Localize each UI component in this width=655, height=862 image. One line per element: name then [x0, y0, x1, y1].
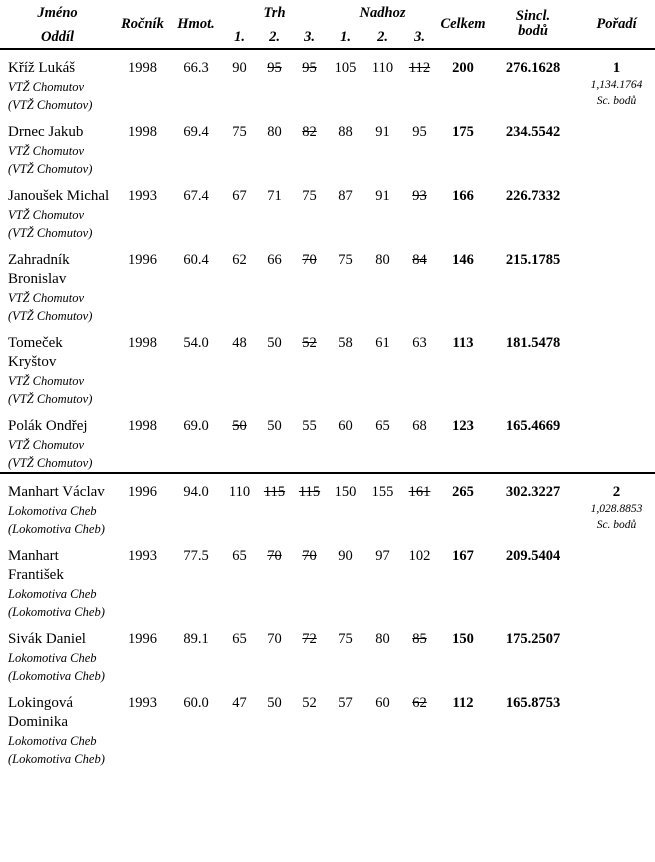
- body-weight: [170, 49, 222, 114]
- athlete-club-parent: (VTŽ Chomutov): [8, 226, 93, 240]
- athlete-cell: [0, 242, 115, 325]
- athlete-club: VTŽ Chomutov: [8, 291, 85, 305]
- birth-year: [115, 621, 170, 685]
- sinclair-points-value: 226.7332: [505, 188, 561, 204]
- team-rank: 2: [612, 484, 621, 500]
- snatch-attempt-2: [257, 49, 292, 114]
- cj-attempt-1: [327, 49, 364, 114]
- sinclair-points-value: 175.2507: [505, 631, 561, 647]
- sinclair-points-value: 302.3227: [505, 484, 561, 500]
- cj-attempt-2: [364, 538, 401, 621]
- header-name: Jméno: [37, 4, 78, 21]
- birth-year: [115, 242, 170, 325]
- sinclair-points-value: 181.5478: [505, 335, 561, 351]
- sinclair-points: [488, 325, 578, 408]
- cj-attempt-1-value: 150: [334, 484, 357, 500]
- cj-attempt-1: [327, 685, 364, 768]
- cj-attempt-2-value: 80: [375, 631, 390, 647]
- snatch-attempt-3: [292, 178, 327, 242]
- total: [438, 178, 488, 242]
- cj-attempt-3-value: 68: [412, 418, 427, 434]
- body-weight-value: 66.3: [183, 60, 209, 76]
- snatch-attempt-1: [222, 114, 257, 178]
- snatch-attempt-2: [257, 114, 292, 178]
- cj-attempt-1-value: 88: [338, 124, 353, 140]
- total-value: 175: [452, 124, 474, 140]
- table-row: [0, 325, 655, 408]
- snatch-attempt-2: [257, 408, 292, 473]
- team-rank-cell: [578, 473, 655, 768]
- body-weight-value: 54.0: [183, 335, 209, 351]
- cj-attempt-3-value: 93: [412, 188, 427, 204]
- snatch-attempt-2-value: 95: [267, 60, 282, 76]
- header-club: Oddíl: [40, 28, 75, 45]
- total: [438, 685, 488, 768]
- cj-attempt-1: [327, 473, 364, 538]
- cj-attempt-2: [364, 325, 401, 408]
- athlete-club: Lokomotiva Cheb: [8, 651, 97, 665]
- snatch-attempt-2-value: 66: [267, 252, 282, 268]
- cj-attempt-2-value: 91: [375, 188, 390, 204]
- athlete-cell: [0, 621, 115, 685]
- body-weight: [170, 325, 222, 408]
- cj-attempt-1-value: 75: [338, 631, 353, 647]
- cj-attempt-2-value: 80: [375, 252, 390, 268]
- athlete-cell: [0, 114, 115, 178]
- table-row: [0, 49, 655, 114]
- sinclair-points: [488, 178, 578, 242]
- cj-attempt-1-value: 75: [338, 252, 353, 268]
- snatch-attempt-3-value: 52: [302, 695, 317, 711]
- cj-attempt-2: [364, 114, 401, 178]
- total-value: 113: [452, 335, 474, 351]
- body-weight: [170, 242, 222, 325]
- total-value: 150: [452, 631, 474, 647]
- birth-year: [115, 685, 170, 768]
- header-clean-jerk: Nadhoz: [359, 4, 406, 21]
- cj-attempt-1-value: 60: [338, 418, 353, 434]
- total: [438, 408, 488, 473]
- cj-attempt-2-value: 60: [375, 695, 390, 711]
- body-weight: [170, 114, 222, 178]
- cj-attempt-2: [364, 685, 401, 768]
- body-weight-value: 60.0: [183, 695, 209, 711]
- athlete-cell: [0, 473, 115, 538]
- cj-attempt-1: [327, 242, 364, 325]
- snatch-attempt-3-value: 75: [302, 188, 317, 204]
- body-weight-value: 60.4: [183, 252, 209, 268]
- snatch-attempt-3-value: 70: [302, 252, 317, 268]
- birth-year-value: 1993: [128, 188, 157, 204]
- header-year: Ročník: [121, 15, 164, 32]
- athlete-club: VTŽ Chomutov: [8, 144, 85, 158]
- table-header: [0, 0, 655, 49]
- athlete-club: VTŽ Chomutov: [8, 208, 85, 222]
- body-weight-value: 94.0: [183, 484, 209, 500]
- cj-attempt-3-value: 102: [408, 548, 431, 564]
- table-row: [0, 685, 655, 768]
- athlete-club-parent: (Lokomotiva Cheb): [8, 522, 105, 536]
- sinclair-points: [488, 538, 578, 621]
- birth-year: [115, 473, 170, 538]
- body-weight: [170, 408, 222, 473]
- athlete-club: Lokomotiva Cheb: [8, 734, 97, 748]
- athlete-club: Lokomotiva Cheb: [8, 587, 97, 601]
- sinclair-points: [488, 49, 578, 114]
- snatch-attempt-1: [222, 538, 257, 621]
- body-weight: [170, 178, 222, 242]
- cj-attempt-3-value: 112: [408, 60, 431, 76]
- cj-attempt-2-value: 97: [375, 548, 390, 564]
- athlete-club-parent: (VTŽ Chomutov): [8, 309, 93, 323]
- athlete-cell: [0, 325, 115, 408]
- snatch-attempt-2: [257, 325, 292, 408]
- snatch-attempt-2: [257, 473, 292, 538]
- total-value: 123: [452, 418, 474, 434]
- body-weight-value: 69.4: [183, 124, 209, 140]
- total: [438, 621, 488, 685]
- snatch-attempt-1: [222, 621, 257, 685]
- header-snatch: Trh: [263, 4, 286, 21]
- snatch-attempt-3: [292, 538, 327, 621]
- athlete-cell: [0, 49, 115, 114]
- athlete-club-parent: (VTŽ Chomutov): [8, 392, 93, 406]
- body-weight-value: 77.5: [183, 548, 209, 564]
- snatch-attempt-1: [222, 408, 257, 473]
- athlete-club-parent: (VTŽ Chomutov): [8, 162, 93, 176]
- snatch-attempt-3: [292, 49, 327, 114]
- snatch-attempt-2-value: 50: [267, 335, 282, 351]
- header-weight: Hmot.: [177, 15, 215, 32]
- snatch-attempt-1-value: 62: [232, 252, 247, 268]
- header-rank: Pořadí: [596, 15, 637, 32]
- total: [438, 538, 488, 621]
- cj-attempt-2: [364, 621, 401, 685]
- cj-attempt-3-value: 62: [412, 695, 427, 711]
- team-rank-cell: [578, 49, 655, 473]
- header-snatch-2: 2.: [269, 28, 280, 45]
- cj-attempt-1-value: 58: [338, 335, 353, 351]
- athlete-name: Drnec Jakub: [8, 124, 84, 140]
- total: [438, 325, 488, 408]
- snatch-attempt-2: [257, 621, 292, 685]
- total-value: 265: [452, 484, 474, 500]
- total-value: 146: [452, 252, 474, 268]
- sinclair-points-value: 234.5542: [505, 124, 561, 140]
- birth-year-value: 1996: [128, 631, 157, 647]
- cj-attempt-2-value: 65: [375, 418, 390, 434]
- snatch-attempt-3: [292, 685, 327, 768]
- team-score-unit: Sc. bodů: [596, 95, 637, 107]
- cj-attempt-1: [327, 538, 364, 621]
- table-row: [0, 408, 655, 473]
- cj-attempt-3: [401, 685, 438, 768]
- cj-attempt-1-value: 57: [338, 695, 353, 711]
- cj-attempt-2: [364, 178, 401, 242]
- header-total: Celkem: [440, 15, 486, 32]
- snatch-attempt-2: [257, 685, 292, 768]
- athlete-name: Manhart Václav: [8, 484, 105, 500]
- cj-attempt-3: [401, 621, 438, 685]
- cj-attempt-1: [327, 325, 364, 408]
- snatch-attempt-3: [292, 473, 327, 538]
- snatch-attempt-1-value: 65: [232, 631, 247, 647]
- cj-attempt-2-value: 110: [371, 60, 394, 76]
- birth-year-value: 1998: [128, 418, 157, 434]
- body-weight: [170, 473, 222, 538]
- snatch-attempt-3: [292, 325, 327, 408]
- cj-attempt-1: [327, 408, 364, 473]
- cj-attempt-3: [401, 178, 438, 242]
- athlete-name: Manhart František: [8, 548, 64, 583]
- athlete-name: Janoušek Michal: [8, 188, 110, 204]
- cj-attempt-2: [364, 408, 401, 473]
- athlete-name: Tomeček Kryštov: [8, 335, 63, 370]
- snatch-attempt-3-value: 72: [302, 631, 317, 647]
- birth-year-value: 1993: [128, 548, 157, 564]
- athlete-club-parent: (VTŽ Chomutov): [8, 98, 93, 112]
- cj-attempt-2-value: 155: [371, 484, 394, 500]
- snatch-attempt-1-value: 65: [232, 548, 247, 564]
- sinclair-points: [488, 408, 578, 473]
- athlete-name: Kříž Lukáš: [8, 60, 76, 76]
- header-cj-2: 2.: [377, 28, 388, 45]
- athlete-cell: [0, 685, 115, 768]
- cj-attempt-2-value: 61: [375, 335, 390, 351]
- athlete-club: VTŽ Chomutov: [8, 374, 85, 388]
- total-value: 167: [452, 548, 474, 564]
- cj-attempt-3-value: 63: [412, 335, 427, 351]
- header-cj-1: 1.: [340, 28, 351, 45]
- athlete-club: Lokomotiva Cheb: [8, 504, 97, 518]
- birth-year-value: 1996: [128, 484, 157, 500]
- birth-year: [115, 538, 170, 621]
- snatch-attempt-1-value: 90: [232, 60, 247, 76]
- cj-attempt-3-value: 85: [412, 631, 427, 647]
- body-weight: [170, 538, 222, 621]
- birth-year-value: 1998: [128, 124, 157, 140]
- athlete-club: VTŽ Chomutov: [8, 80, 85, 94]
- snatch-attempt-2-value: 70: [267, 631, 282, 647]
- total: [438, 114, 488, 178]
- athlete-club: VTŽ Chomutov: [8, 438, 85, 452]
- snatch-attempt-1: [222, 49, 257, 114]
- snatch-attempt-1-value: 75: [232, 124, 247, 140]
- athlete-club-parent: (Lokomotiva Cheb): [8, 752, 105, 766]
- cj-attempt-3: [401, 408, 438, 473]
- athlete-name: Lokingová Dominika: [8, 695, 73, 730]
- birth-year-value: 1998: [128, 60, 157, 76]
- table-row: [0, 473, 655, 538]
- snatch-attempt-1-value: 47: [232, 695, 247, 711]
- cj-attempt-1: [327, 114, 364, 178]
- snatch-attempt-2: [257, 538, 292, 621]
- snatch-attempt-1-value: 48: [232, 335, 247, 351]
- cj-attempt-3: [401, 114, 438, 178]
- body-weight-value: 89.1: [183, 631, 209, 647]
- total: [438, 49, 488, 114]
- snatch-attempt-2: [257, 242, 292, 325]
- athlete-name: Polák Ondřej: [8, 418, 88, 434]
- team-score: 1,134.1764: [590, 79, 643, 91]
- athlete-club-parent: (Lokomotiva Cheb): [8, 605, 105, 619]
- athlete-club-parent: (Lokomotiva Cheb): [8, 669, 105, 683]
- cj-attempt-2: [364, 49, 401, 114]
- snatch-attempt-1-value: 67: [232, 188, 247, 204]
- cj-attempt-3-value: 161: [408, 484, 431, 500]
- header-snatch-1: 1.: [234, 28, 245, 45]
- snatch-attempt-3-value: 55: [302, 418, 317, 434]
- header-snatch-3: 3.: [304, 28, 315, 45]
- body-weight: [170, 685, 222, 768]
- birth-year-value: 1998: [128, 335, 157, 351]
- team-rank: 1: [612, 60, 621, 76]
- birth-year: [115, 49, 170, 114]
- body-weight: [170, 621, 222, 685]
- snatch-attempt-2-value: 80: [267, 124, 282, 140]
- body-weight-value: 67.4: [183, 188, 209, 204]
- total-value: 166: [452, 188, 474, 204]
- snatch-attempt-3-value: 52: [302, 335, 317, 351]
- athlete-name: Sivák Daniel: [8, 631, 86, 647]
- snatch-attempt-1: [222, 242, 257, 325]
- snatch-attempt-3: [292, 242, 327, 325]
- snatch-attempt-3-value: 115: [298, 484, 321, 500]
- snatch-attempt-2-value: 50: [267, 418, 282, 434]
- snatch-attempt-1: [222, 178, 257, 242]
- sinclair-points: [488, 114, 578, 178]
- birth-year: [115, 114, 170, 178]
- birth-year-value: 1993: [128, 695, 157, 711]
- cj-attempt-3-value: 84: [412, 252, 427, 268]
- snatch-attempt-2-value: 71: [267, 188, 282, 204]
- snatch-attempt-1-value: 50: [232, 418, 247, 434]
- snatch-attempt-2: [257, 178, 292, 242]
- athlete-club-parent: (VTŽ Chomutov): [8, 456, 93, 470]
- cj-attempt-3: [401, 325, 438, 408]
- sinclair-points-value: 276.1628: [505, 60, 561, 76]
- cj-attempt-3-value: 95: [412, 124, 427, 140]
- total-value: 112: [452, 695, 474, 711]
- snatch-attempt-1: [222, 325, 257, 408]
- table-row: [0, 621, 655, 685]
- cj-attempt-3: [401, 49, 438, 114]
- cj-attempt-1-value: 105: [334, 60, 357, 76]
- snatch-attempt-2-value: 115: [263, 484, 286, 500]
- table-body: [0, 49, 655, 768]
- snatch-attempt-1: [222, 685, 257, 768]
- sinclair-points: [488, 242, 578, 325]
- snatch-attempt-1-value: 110: [228, 484, 251, 500]
- sinclair-points-value: 215.1785: [505, 252, 561, 268]
- cj-attempt-1-value: 87: [338, 188, 353, 204]
- snatch-attempt-3-value: 70: [302, 548, 317, 564]
- header-cj-3: 3.: [414, 28, 425, 45]
- cj-attempt-1: [327, 621, 364, 685]
- athlete-name: Zahradník Bronislav: [8, 252, 70, 287]
- table-row: [0, 114, 655, 178]
- snatch-attempt-2-value: 70: [267, 548, 282, 564]
- birth-year: [115, 178, 170, 242]
- sinclair-points-value: 209.5404: [505, 548, 561, 564]
- snatch-attempt-2-value: 50: [267, 695, 282, 711]
- birth-year: [115, 325, 170, 408]
- birth-year-value: 1996: [128, 252, 157, 268]
- header-sinclair: Sincl. bodů: [515, 8, 551, 39]
- table-row: [0, 538, 655, 621]
- athlete-cell: [0, 178, 115, 242]
- snatch-attempt-1: [222, 473, 257, 538]
- body-weight-value: 69.0: [183, 418, 209, 434]
- sinclair-points: [488, 473, 578, 538]
- table-row: [0, 242, 655, 325]
- total: [438, 473, 488, 538]
- cj-attempt-2-value: 91: [375, 124, 390, 140]
- team-score-unit: Sc. bodů: [596, 519, 637, 531]
- athlete-cell: [0, 538, 115, 621]
- snatch-attempt-3-value: 95: [302, 60, 317, 76]
- cj-attempt-2: [364, 473, 401, 538]
- cj-attempt-1: [327, 178, 364, 242]
- team-score: 1,028.8853: [590, 503, 643, 515]
- sinclair-points-value: 165.4669: [505, 418, 561, 434]
- snatch-attempt-3: [292, 114, 327, 178]
- cj-attempt-1-value: 90: [338, 548, 353, 564]
- birth-year: [115, 408, 170, 473]
- sinclair-points-value: 165.8753: [505, 695, 561, 711]
- total-value: 200: [452, 60, 474, 76]
- cj-attempt-3: [401, 242, 438, 325]
- table-row: [0, 178, 655, 242]
- total: [438, 242, 488, 325]
- sinclair-points: [488, 621, 578, 685]
- sinclair-points: [488, 685, 578, 768]
- cj-attempt-2: [364, 242, 401, 325]
- snatch-attempt-3: [292, 621, 327, 685]
- cj-attempt-3: [401, 538, 438, 621]
- cj-attempt-3: [401, 473, 438, 538]
- snatch-attempt-3-value: 82: [302, 124, 317, 140]
- snatch-attempt-3: [292, 408, 327, 473]
- athlete-cell: [0, 408, 115, 473]
